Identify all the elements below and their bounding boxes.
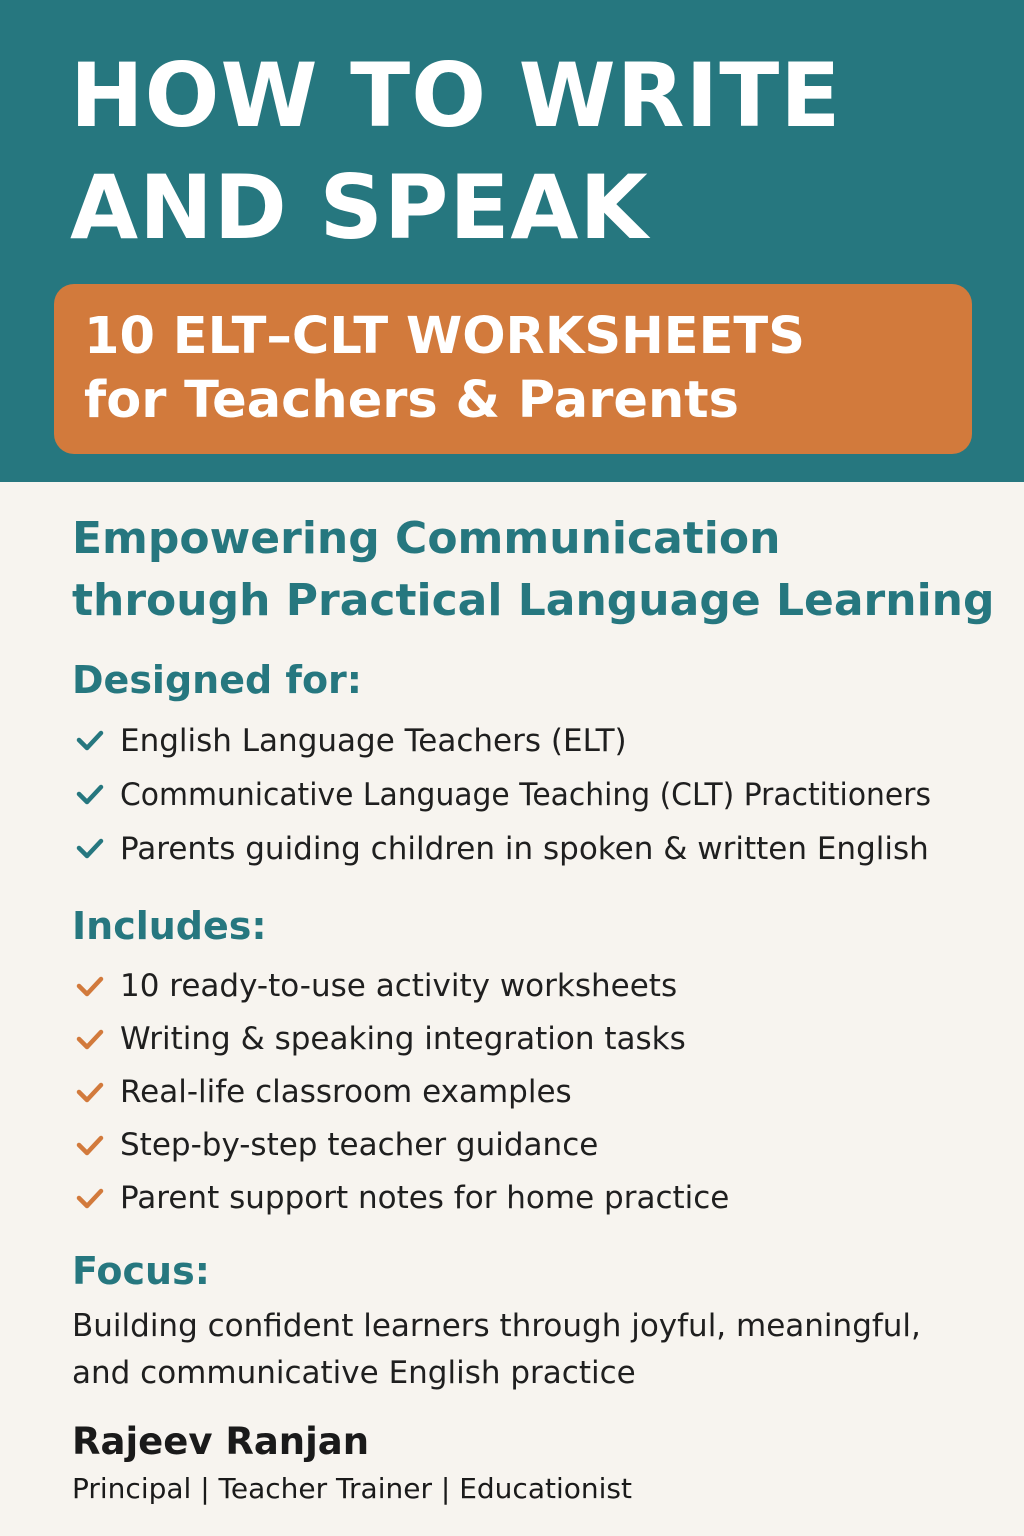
list-item-text: Parent support notes for home practice bbox=[120, 1180, 730, 1216]
list-item bbox=[72, 1119, 1002, 1172]
orange-checkmark-icon bbox=[76, 1184, 104, 1212]
designed-for-list bbox=[72, 714, 1002, 876]
orange-checkmark-icon bbox=[76, 1078, 104, 1106]
list-item-text: Step-by-step teacher guidance bbox=[120, 1127, 599, 1163]
teal-checkmark-icon bbox=[76, 780, 104, 808]
focus-text-line-2: and communicative English practice bbox=[72, 1355, 636, 1391]
list-item bbox=[72, 768, 1002, 822]
includes-list bbox=[72, 960, 1002, 1225]
orange-checkmark-icon bbox=[76, 1025, 104, 1053]
main-title bbox=[70, 40, 841, 264]
teal-checkmark-icon bbox=[76, 726, 104, 754]
tagline-line-2: through Practical Language Learning bbox=[72, 575, 995, 626]
list-item-text: Parents guiding children in spoken & written English bbox=[120, 831, 929, 867]
list-item bbox=[72, 714, 1002, 768]
main-title-line-1: HOW TO WRITE bbox=[70, 44, 842, 147]
list-item-text: Communicative Language Teaching (CLT) Practitioners bbox=[120, 777, 931, 813]
designed-for-heading: Designed for: bbox=[72, 658, 362, 702]
author-roles: Principal | Teacher Trainer | Educationist bbox=[72, 1472, 632, 1505]
list-item-text: English Language Teachers (ELT) bbox=[120, 723, 627, 759]
badge-line-1: 10 ELT–CLT WORKSHEETS bbox=[84, 307, 805, 366]
list-item bbox=[72, 1066, 1002, 1119]
list-item bbox=[72, 822, 1002, 876]
includes-section bbox=[72, 902, 1002, 1225]
badge-line-2: for Teachers & Parents bbox=[84, 371, 739, 430]
focus-section bbox=[72, 1247, 1002, 1397]
teal-checkmark-icon bbox=[76, 834, 104, 862]
list-item-text: 10 ready-to-use activity worksheets bbox=[120, 968, 678, 1004]
main-title-line-2: AND SPEAK bbox=[70, 156, 649, 259]
header-banner bbox=[0, 0, 1024, 482]
list-item bbox=[72, 960, 1002, 1013]
subtitle-badge bbox=[54, 284, 972, 454]
list-item-text: Writing & speaking integration tasks bbox=[120, 1021, 686, 1057]
designed-for-section bbox=[72, 656, 1002, 876]
orange-checkmark-icon bbox=[76, 972, 104, 1000]
focus-text-line-1: Building confident learners through joyful, meaningful, bbox=[72, 1308, 921, 1344]
tagline bbox=[72, 508, 1002, 632]
list-item bbox=[72, 1172, 1002, 1225]
author-name: Rajeev Ranjan bbox=[72, 1420, 370, 1463]
author-section bbox=[72, 1417, 1002, 1509]
list-item-text: Real-life classroom examples bbox=[120, 1074, 572, 1110]
orange-checkmark-icon bbox=[76, 1131, 104, 1159]
focus-heading: Focus: bbox=[72, 1249, 210, 1293]
focus-text bbox=[72, 1303, 1002, 1397]
list-item bbox=[72, 1013, 1002, 1066]
content-area bbox=[72, 508, 1002, 1509]
tagline-line-1: Empowering Communication bbox=[72, 513, 781, 564]
includes-heading: Includes: bbox=[72, 904, 267, 948]
